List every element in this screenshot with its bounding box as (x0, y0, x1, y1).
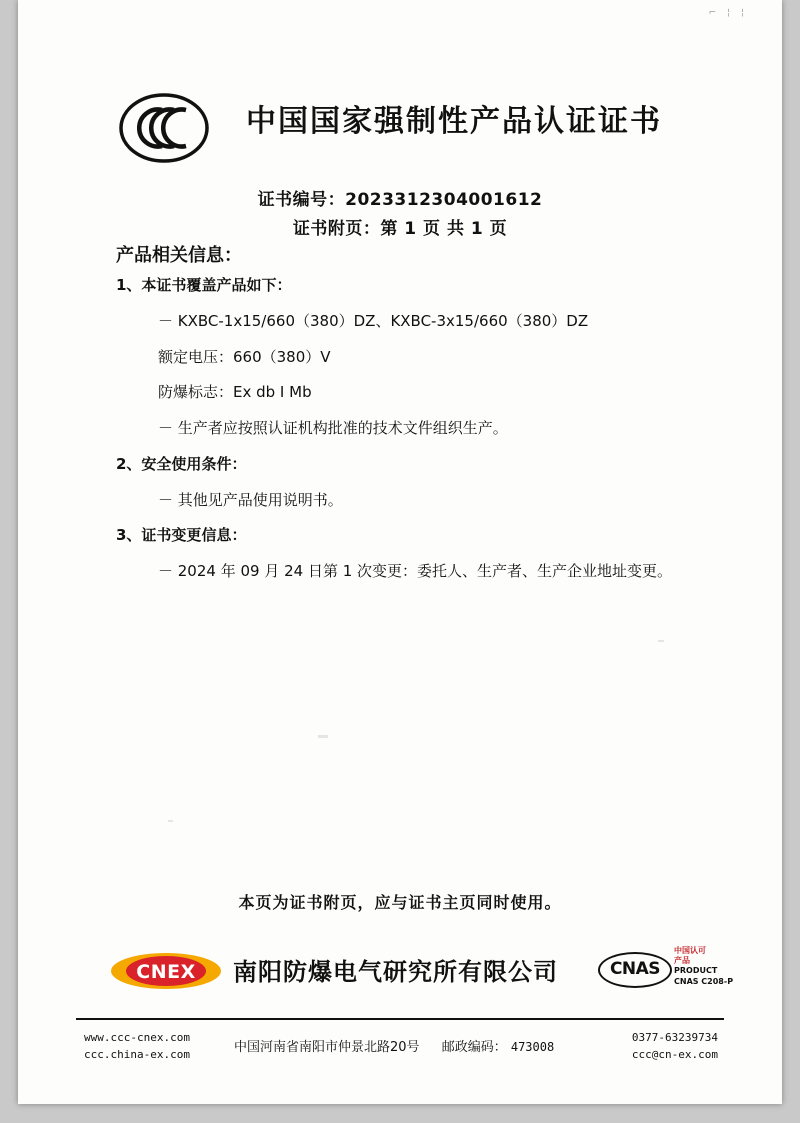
cnas-detail-text (674, 946, 733, 987)
website-line-1: www.ccc-cnex.com (84, 1031, 190, 1044)
list-item: － 2024 年 09 月 24 日第 1 次变更：委托人、生产者、生产企业地址变更。 (158, 562, 673, 580)
page-title: 中国国家强制性产品认证证书 (246, 104, 662, 139)
list-item: － 生产者应按照认证机构批准的技术文件组织生产。 (158, 419, 508, 437)
contact-block (632, 1030, 718, 1063)
footer-divider (76, 1018, 724, 1020)
product-info-list (116, 276, 736, 598)
list-item: 3、证书变更信息： (116, 526, 247, 545)
website-line-2: ccc.china-ex.com (84, 1047, 190, 1061)
list-item: － KXBC-1x15/660（380）DZ、KXBC-3x15/660（380）DZ (158, 311, 589, 330)
ccc-logo-icon (118, 92, 210, 164)
list-item: 额定电压：660（380）V (158, 347, 331, 366)
scan-speck (318, 735, 328, 738)
certificate-page (18, 0, 782, 1104)
cnex-logo-icon (110, 952, 222, 990)
contact-row (76, 1028, 724, 1076)
scan-speck (658, 640, 664, 642)
postcode-value: 473008 (510, 1040, 555, 1054)
address-text: 中国河南省南阳市仲景北路20号 (234, 1040, 420, 1055)
svg-text:CNEX: CNEX (136, 961, 196, 983)
email-address: ccc@cn-ex.com (631, 1047, 718, 1061)
cnas-accreditation-mark (598, 944, 734, 998)
section-title: 产品相关信息： (116, 245, 242, 266)
list-item: 防爆标志：Ex db Ⅰ Mb (158, 383, 312, 402)
scan-speck (168, 820, 173, 822)
cnas-line2: 产品 (674, 956, 690, 966)
list-item: 1、本证书覆盖产品如下： (116, 276, 292, 294)
cnas-label: CNAS (609, 959, 661, 979)
company-name: 南阳防爆电气研究所有限公司 (233, 958, 558, 986)
scan-corner-marks: ⌐ ¦ ¦ (708, 8, 748, 18)
cnas-line4: CNAS C208-P (674, 976, 734, 986)
list-item: 2、安全使用条件： (116, 454, 247, 473)
certificate-number: 证书编号：2023312304001612 (257, 190, 543, 210)
certificate-footer (18, 940, 782, 1104)
address-block (234, 1036, 554, 1055)
cnas-line3: PRODUCT (674, 966, 718, 976)
postcode-label: 邮政编码： (441, 1040, 507, 1055)
phone-number: 0377-63239734 (631, 1031, 718, 1044)
footer-note: 本页为证书附页，应与证书主页同时使用。 (238, 893, 562, 912)
certificate-page-indicator: 证书附页：第 1 页 共 1 页 (292, 219, 508, 239)
website-block (84, 1030, 190, 1063)
list-item: － 其他见产品使用说明书。 (158, 490, 343, 509)
certificate-header (118, 92, 688, 164)
cnas-line1: 中国认可 (674, 946, 706, 955)
